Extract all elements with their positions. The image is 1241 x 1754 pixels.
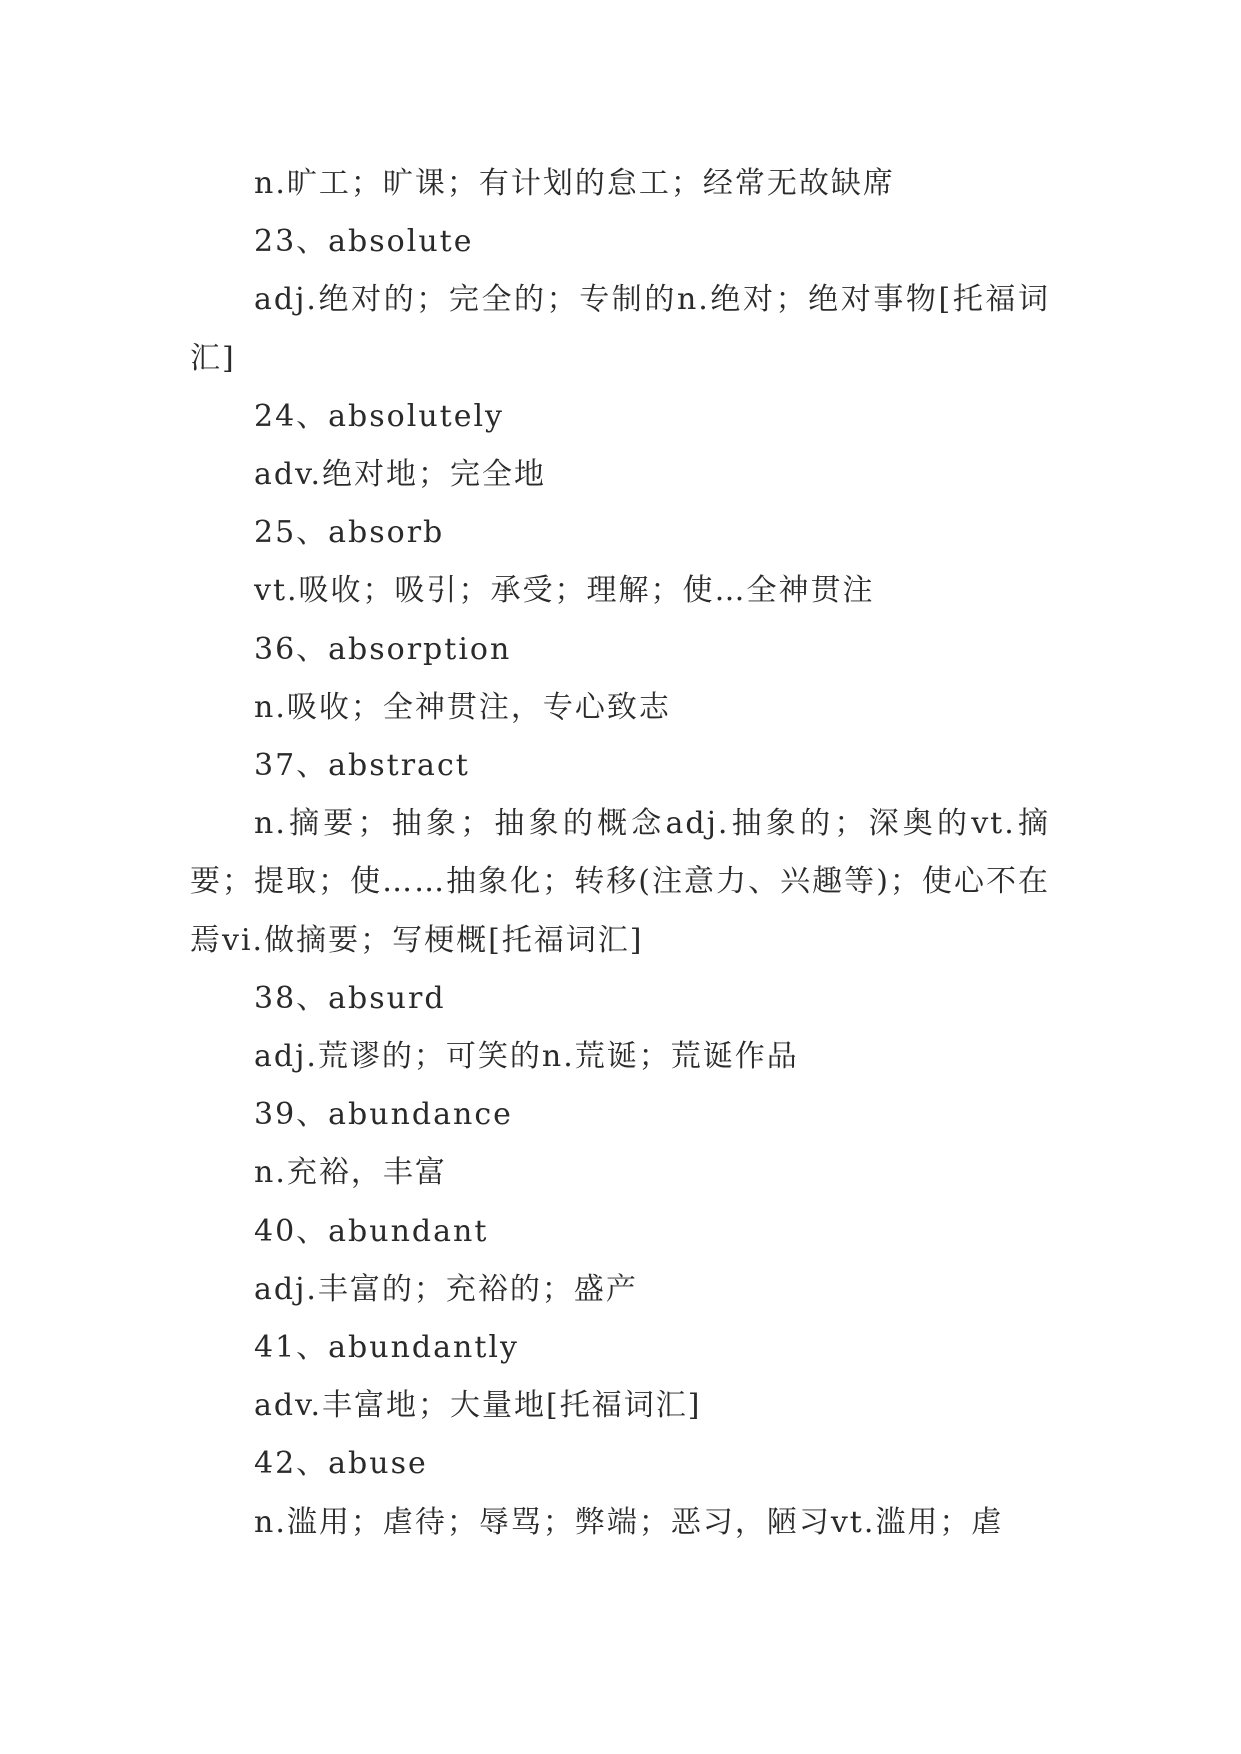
word-heading: 41、abundantly xyxy=(254,1330,519,1366)
word-heading: 38、absurd xyxy=(254,980,446,1016)
word-heading: 24、absolutely xyxy=(254,398,504,434)
word-heading: 42、abuse xyxy=(254,1446,428,1482)
definition-paragraph: n.摘要；抽象；抽象的概念adj.抽象的；深奥的vt.摘要；提取；使……抽象化；转移(注意力、兴趣等)；使心不在焉vi.做摘要；写梗概[托福词汇] xyxy=(190,806,1050,958)
definition-paragraph: n.吸收；全神贯注，专心致志 xyxy=(254,689,671,725)
word-heading: 39、abundance xyxy=(254,1097,513,1133)
definition-paragraph: adj.荒谬的；可笑的n.荒诞；荒诞作品 xyxy=(254,1039,799,1075)
word-heading: 37、abstract xyxy=(254,748,470,784)
definition-paragraph: adv.丰富地；大量地[托福词汇] xyxy=(254,1388,702,1424)
document-body xyxy=(190,155,1050,1552)
definition-paragraph: adv.绝对地；完全地 xyxy=(254,457,547,493)
definition-paragraph: vt.吸收；吸引；承受；理解；使…全神贯注 xyxy=(254,573,875,609)
definition-paragraph: adj.丰富的；充裕的；盛产 xyxy=(254,1271,638,1307)
word-heading: 40、abundant xyxy=(254,1213,489,1249)
definition-paragraph: n.旷工；旷课；有计划的怠工；经常无故缺席 xyxy=(254,166,895,201)
definition-paragraph: n.充裕，丰富 xyxy=(254,1155,447,1191)
word-heading: 23、absolute xyxy=(254,224,474,260)
word-heading: 36、absorption xyxy=(254,631,512,667)
definition-paragraph: n.滥用；虐待；辱骂；弊端；恶习，陋习vt.滥用；虐 xyxy=(254,1504,1004,1540)
word-heading: 25、absorb xyxy=(254,515,445,551)
definition-paragraph: adj.绝对的；完全的；专制的n.绝对；绝对事物[托福词汇] xyxy=(190,282,1050,376)
